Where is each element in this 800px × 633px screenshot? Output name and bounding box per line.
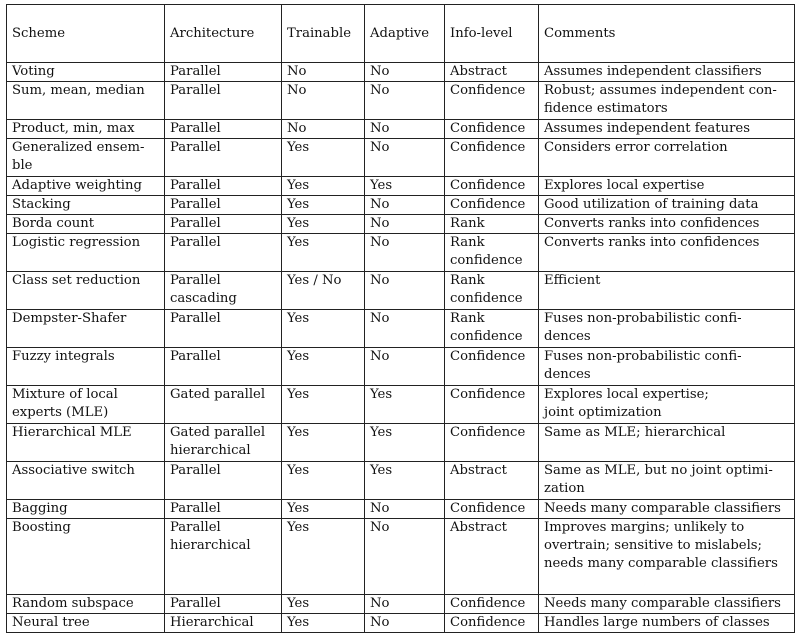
cell-scheme — [7, 234, 165, 272]
cell-architecture — [165, 348, 282, 386]
cell-comments-text: Assumes independent classifiers — [544, 64, 762, 79]
cell-adaptive-text: No — [370, 501, 390, 516]
cell-architecture-text: Gated parallel hierarchical — [170, 425, 266, 458]
cell-architecture-text: Parallel — [170, 349, 221, 364]
cell-scheme — [7, 63, 165, 82]
cell-trainable-text: Yes / No — [287, 273, 342, 288]
cell-scheme-text: Class set reduction — [12, 273, 141, 288]
cell-comments-text: Handles large numbers of classes — [544, 615, 770, 630]
cell-info-text: Abstract — [450, 64, 507, 79]
cell-architecture — [165, 82, 282, 120]
cell-scheme — [7, 424, 165, 462]
cell-adaptive — [365, 310, 445, 348]
cell-trainable-text: Yes — [287, 596, 310, 611]
cell-info — [445, 139, 539, 177]
cell-architecture — [165, 310, 282, 348]
cell-comments — [539, 595, 795, 614]
cell-trainable — [282, 310, 365, 348]
cell-info-text: Confidence — [450, 83, 526, 98]
table-body — [7, 63, 795, 633]
cell-architecture — [165, 63, 282, 82]
cell-scheme — [7, 462, 165, 500]
cell-info — [445, 272, 539, 310]
cell-info — [445, 595, 539, 614]
cell-trainable — [282, 614, 365, 633]
cell-info-text: Confidence — [450, 121, 526, 136]
cell-trainable — [282, 215, 365, 234]
cell-scheme-text: Boosting — [12, 520, 71, 535]
cell-architecture-text: Parallel — [170, 64, 221, 79]
cell-info — [445, 196, 539, 215]
cell-scheme — [7, 177, 165, 196]
cell-architecture — [165, 386, 282, 424]
table-row — [7, 63, 795, 82]
cell-adaptive-text: No — [370, 615, 390, 630]
cell-info-text: Rank confidence — [450, 235, 523, 268]
cell-info-text: Confidence — [450, 425, 526, 440]
cell-info-text: Confidence — [450, 615, 526, 630]
cell-adaptive — [365, 177, 445, 196]
cell-comments — [539, 424, 795, 462]
cell-adaptive — [365, 63, 445, 82]
cell-info — [445, 424, 539, 462]
cell-architecture — [165, 424, 282, 462]
cell-comments — [539, 139, 795, 177]
cell-info — [445, 63, 539, 82]
cell-trainable-text: No — [287, 121, 307, 136]
cell-comments — [539, 63, 795, 82]
cell-scheme-text: Product, min, max — [12, 121, 135, 136]
cell-adaptive-text: Yes — [370, 178, 393, 193]
cell-adaptive-text: No — [370, 273, 390, 288]
cell-architecture — [165, 139, 282, 177]
table-row — [7, 462, 795, 500]
cell-architecture-text: Parallel — [170, 197, 221, 212]
cell-scheme-text: Neural tree — [12, 615, 90, 630]
cell-scheme-text: Mixture of local experts (MLE) — [12, 387, 118, 420]
cell-comments-text: Considers error correlation — [544, 140, 728, 155]
cell-info-text: Abstract — [450, 520, 507, 535]
table-row — [7, 120, 795, 139]
cell-adaptive — [365, 348, 445, 386]
cell-comments — [539, 386, 795, 424]
cell-trainable-text: Yes — [287, 178, 310, 193]
cell-adaptive-text: No — [370, 121, 390, 136]
cell-scheme — [7, 348, 165, 386]
cell-scheme — [7, 215, 165, 234]
cell-trainable-text: Yes — [287, 235, 310, 250]
cell-info — [445, 234, 539, 272]
cell-scheme — [7, 272, 165, 310]
header-info-level: Info-level — [445, 5, 539, 63]
cell-comments-text: Same as MLE, but no joint optimi- zation — [544, 463, 773, 496]
cell-architecture-text: Parallel cascading — [170, 273, 237, 306]
cell-scheme — [7, 196, 165, 215]
cell-trainable — [282, 424, 365, 462]
cell-scheme — [7, 519, 165, 595]
table-row — [7, 424, 795, 462]
cell-comments-text: Same as MLE; hierarchical — [544, 425, 726, 440]
cell-trainable-text: Yes — [287, 349, 310, 364]
cell-trainable — [282, 63, 365, 82]
cell-comments-text: Robust; assumes independent con- fidence estimators — [544, 83, 777, 116]
cell-scheme-text: Fuzzy integrals — [12, 349, 115, 364]
cell-scheme-text: Voting — [12, 64, 55, 79]
cell-trainable-text: Yes — [287, 615, 310, 630]
cell-comments-text: Converts ranks into confidences — [544, 235, 760, 250]
cell-info-text: Confidence — [450, 596, 526, 611]
table-row — [7, 272, 795, 310]
table-row — [7, 310, 795, 348]
cell-trainable-text: Yes — [287, 311, 310, 326]
cell-architecture — [165, 120, 282, 139]
cell-comments — [539, 272, 795, 310]
cell-trainable — [282, 120, 365, 139]
cell-comments-text: Needs many comparable classifiers — [544, 596, 781, 611]
cell-trainable — [282, 82, 365, 120]
cell-comments-text: Explores local expertise — [544, 178, 705, 193]
cell-info-text: Confidence — [450, 349, 526, 364]
cell-comments — [539, 196, 795, 215]
cell-trainable — [282, 519, 365, 595]
cell-info — [445, 614, 539, 633]
cell-comments — [539, 462, 795, 500]
cell-comments-text: Improves margins; unlikely to overtrain; sensitive to mislabels; needs many comparable classifiers — [544, 520, 778, 571]
table-row — [7, 519, 795, 595]
cell-adaptive — [365, 424, 445, 462]
cell-adaptive-text: Yes — [370, 387, 393, 402]
cell-trainable-text: No — [287, 83, 307, 98]
cell-info-text: Confidence — [450, 387, 526, 402]
cell-adaptive — [365, 386, 445, 424]
header-comments: Comments — [539, 5, 795, 63]
cell-trainable — [282, 177, 365, 196]
cell-architecture-text: Parallel — [170, 596, 221, 611]
cell-scheme — [7, 139, 165, 177]
cell-info-text: Confidence — [450, 197, 526, 212]
cell-scheme-text: Logistic regression — [12, 235, 141, 250]
cell-trainable — [282, 139, 365, 177]
cell-trainable-text: Yes — [287, 197, 310, 212]
cell-scheme-text: Associative switch — [12, 463, 135, 478]
cell-architecture — [165, 177, 282, 196]
cell-scheme-text: Borda count — [12, 216, 95, 231]
cell-trainable — [282, 348, 365, 386]
cell-scheme-text: Sum, mean, median — [12, 83, 145, 98]
cell-adaptive-text: No — [370, 83, 390, 98]
cell-adaptive — [365, 500, 445, 519]
cell-info — [445, 310, 539, 348]
cell-comments — [539, 310, 795, 348]
cell-comments — [539, 614, 795, 633]
cell-trainable — [282, 272, 365, 310]
cell-info — [445, 215, 539, 234]
cell-trainable-text: Yes — [287, 520, 310, 535]
cell-info-text: Rank confidence — [450, 311, 523, 344]
cell-architecture — [165, 234, 282, 272]
header-row — [7, 5, 795, 63]
cell-architecture-text: Parallel — [170, 235, 221, 250]
cell-adaptive-text: Yes — [370, 463, 393, 478]
cell-trainable — [282, 386, 365, 424]
cell-architecture-text: Parallel hierarchical — [170, 520, 251, 553]
cell-architecture-text: Gated parallel — [170, 387, 266, 402]
cell-adaptive — [365, 120, 445, 139]
cell-comments-text: Good utilization of training data — [544, 197, 759, 212]
cell-adaptive-text: No — [370, 311, 390, 326]
cell-info — [445, 82, 539, 120]
cell-adaptive — [365, 196, 445, 215]
cell-comments — [539, 82, 795, 120]
cell-architecture-text: Parallel — [170, 463, 221, 478]
cell-scheme — [7, 500, 165, 519]
cell-architecture — [165, 462, 282, 500]
cell-adaptive — [365, 595, 445, 614]
table-row — [7, 348, 795, 386]
cell-architecture-text: Hierarchical — [170, 615, 254, 630]
cell-trainable-text: Yes — [287, 501, 310, 516]
cell-comments — [539, 519, 795, 595]
cell-info-text: Abstract — [450, 463, 507, 478]
cell-adaptive-text: No — [370, 216, 390, 231]
cell-comments-text: Converts ranks into confidences — [544, 216, 760, 231]
classifier-combination-table — [6, 4, 795, 633]
cell-info — [445, 348, 539, 386]
cell-scheme-text: Adaptive weighting — [12, 178, 142, 193]
header-architecture: Architecture — [165, 5, 282, 63]
cell-info-text: Confidence — [450, 140, 526, 155]
cell-architecture-text: Parallel — [170, 216, 221, 231]
cell-adaptive-text: No — [370, 520, 390, 535]
cell-adaptive-text: No — [370, 235, 390, 250]
cell-comments — [539, 215, 795, 234]
cell-trainable — [282, 196, 365, 215]
cell-adaptive — [365, 234, 445, 272]
cell-architecture-text: Parallel — [170, 83, 221, 98]
table-row — [7, 82, 795, 120]
cell-scheme-text: Bagging — [12, 501, 68, 516]
cell-adaptive-text: No — [370, 349, 390, 364]
cell-architecture-text: Parallel — [170, 178, 221, 193]
cell-scheme-text: Hierarchical MLE — [12, 425, 132, 440]
cell-trainable — [282, 500, 365, 519]
table-row — [7, 386, 795, 424]
cell-architecture — [165, 500, 282, 519]
cell-comments — [539, 177, 795, 196]
cell-scheme-text: Stacking — [12, 197, 71, 212]
table-row — [7, 196, 795, 215]
cell-scheme — [7, 120, 165, 139]
cell-trainable-text: Yes — [287, 140, 310, 155]
cell-trainable — [282, 234, 365, 272]
table-row — [7, 614, 795, 633]
cell-comments-text: Assumes independent features — [544, 121, 750, 136]
cell-comments-text: Needs many comparable classifiers — [544, 501, 781, 516]
table-row — [7, 500, 795, 519]
cell-comments-text: Fuses non-probabilistic confi- dences — [544, 349, 742, 382]
cell-architecture — [165, 614, 282, 633]
cell-architecture-text: Parallel — [170, 121, 221, 136]
cell-comments-text: Explores local expertise; joint optimization — [544, 387, 709, 420]
cell-adaptive — [365, 462, 445, 500]
cell-architecture — [165, 196, 282, 215]
header-adaptive: Adaptive — [365, 5, 445, 63]
cell-info-text: Rank confidence — [450, 273, 523, 306]
cell-info — [445, 462, 539, 500]
cell-info — [445, 500, 539, 519]
cell-adaptive-text: No — [370, 140, 390, 155]
table-container — [6, 4, 795, 633]
table-row — [7, 139, 795, 177]
table-row — [7, 595, 795, 614]
cell-architecture-text: Parallel — [170, 311, 221, 326]
cell-trainable-text: Yes — [287, 463, 310, 478]
cell-architecture — [165, 215, 282, 234]
cell-adaptive-text: Yes — [370, 425, 393, 440]
cell-scheme — [7, 614, 165, 633]
table-row — [7, 177, 795, 196]
cell-scheme-text: Generalized ensem- ble — [12, 140, 145, 173]
cell-scheme — [7, 310, 165, 348]
cell-scheme — [7, 82, 165, 120]
cell-scheme-text: Dempster-Shafer — [12, 311, 127, 326]
cell-architecture — [165, 272, 282, 310]
cell-adaptive — [365, 614, 445, 633]
cell-trainable-text: Yes — [287, 216, 310, 231]
header-scheme: Scheme — [7, 5, 165, 63]
cell-scheme — [7, 386, 165, 424]
cell-architecture-text: Parallel — [170, 501, 221, 516]
table-row — [7, 234, 795, 272]
cell-comments — [539, 234, 795, 272]
cell-adaptive-text: No — [370, 197, 390, 212]
cell-architecture-text: Parallel — [170, 140, 221, 155]
cell-info-text: Confidence — [450, 501, 526, 516]
cell-info-text: Confidence — [450, 178, 526, 193]
cell-scheme — [7, 595, 165, 614]
cell-comments-text: Fuses non-probabilistic confi- dences — [544, 311, 742, 344]
cell-adaptive — [365, 82, 445, 120]
cell-adaptive-text: No — [370, 64, 390, 79]
header-trainable: Trainable — [282, 5, 365, 63]
cell-info — [445, 120, 539, 139]
cell-adaptive — [365, 519, 445, 595]
cell-adaptive-text: No — [370, 596, 390, 611]
cell-trainable-text: No — [287, 64, 307, 79]
cell-architecture — [165, 519, 282, 595]
cell-adaptive — [365, 139, 445, 177]
cell-comments-text: Efficient — [544, 273, 601, 288]
cell-scheme-text: Random subspace — [12, 596, 134, 611]
cell-info — [445, 177, 539, 196]
cell-trainable-text: Yes — [287, 425, 310, 440]
table-row — [7, 215, 795, 234]
cell-info-text: Rank — [450, 216, 485, 231]
cell-info — [445, 519, 539, 595]
cell-trainable-text: Yes — [287, 387, 310, 402]
cell-adaptive — [365, 272, 445, 310]
cell-trainable — [282, 462, 365, 500]
cell-comments — [539, 120, 795, 139]
cell-info — [445, 386, 539, 424]
cell-comments — [539, 500, 795, 519]
cell-comments — [539, 348, 795, 386]
cell-trainable — [282, 595, 365, 614]
cell-adaptive — [365, 215, 445, 234]
cell-architecture — [165, 595, 282, 614]
